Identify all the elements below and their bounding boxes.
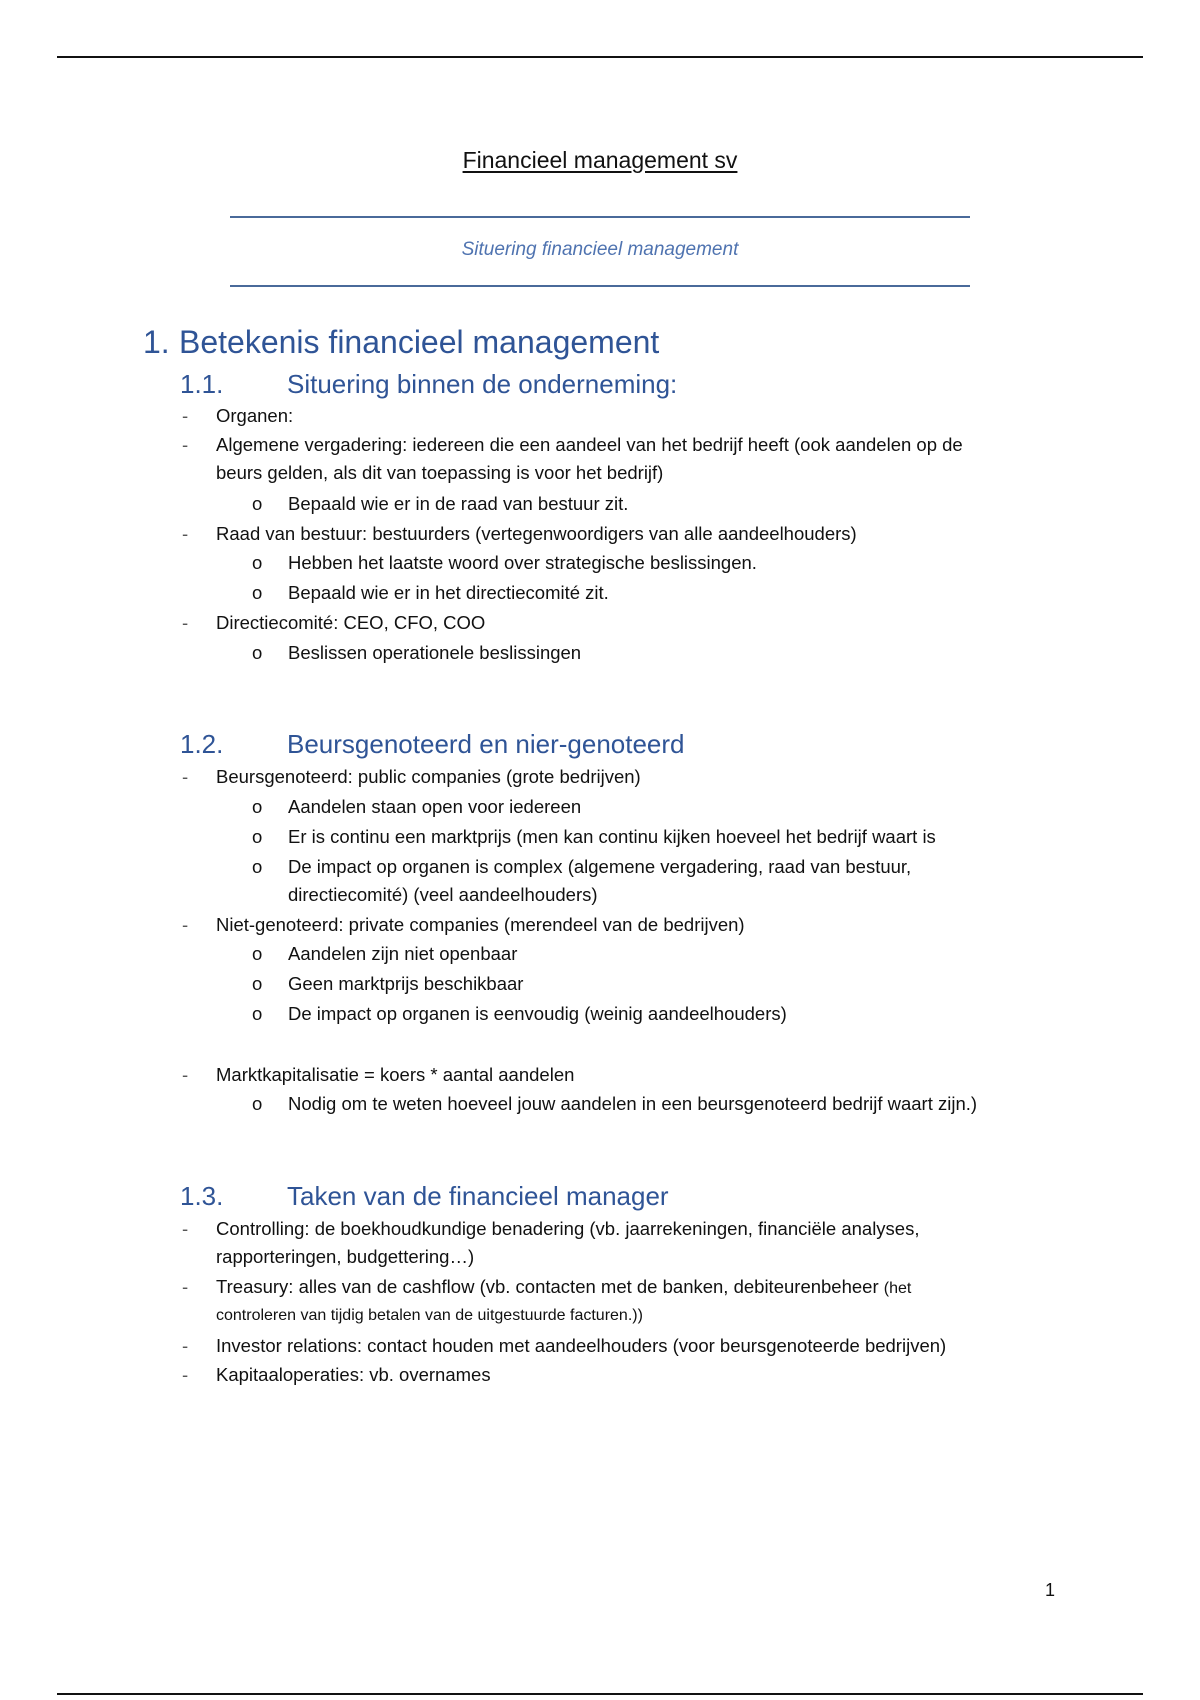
circle-bullet: o — [252, 582, 263, 603]
heading-1-2-number: 1.2. — [180, 729, 224, 759]
list-item-text: Directiecomité: CEO, CFO, COO — [216, 612, 486, 633]
sub-list-item-text: directiecomité) (veel aandeelhouders) — [288, 884, 598, 905]
sub-list-item-text: Aandelen zijn niet openbaar — [288, 943, 518, 964]
circle-bullet: o — [252, 1003, 263, 1024]
document-subtitle: Situering financieel management — [461, 239, 739, 260]
list-item — [182, 763, 1066, 791]
sub-list-item-text: Hebben het laatste woord over strategische beslissingen. — [288, 552, 757, 573]
circle-bullet: o — [252, 1093, 263, 1114]
sub-list-item — [252, 639, 1078, 667]
sub-list-item-text: Beslissen operationele beslissingen — [288, 642, 582, 663]
list-item-text: Controlling: de boekhoudkundige benadering (vb. jaarrekeningen, financiële analyses, — [216, 1218, 920, 1239]
list-item — [182, 911, 1066, 939]
list-item-text: Treasury: alles van de cashflow (vb. contacten met de banken, debiteurenbeheer — [216, 1276, 879, 1297]
subtitle-bottom-rule — [230, 285, 970, 287]
heading-1-3-number: 1.3. — [180, 1181, 224, 1211]
heading-1-3 — [180, 1180, 669, 1212]
sub-list-item-text: Geen marktprijs beschikbaar — [288, 973, 524, 994]
sub-list-item — [252, 549, 1078, 577]
circle-bullet: o — [252, 973, 263, 994]
list-item-text: Raad van bestuur: bestuurders (vertegenwoordigers van alle aandeelhouders) — [216, 523, 857, 544]
list-item — [182, 1332, 1066, 1360]
heading-1-1-title: Situering binnen de onderneming: — [287, 369, 678, 399]
subtitle-top-rule — [230, 216, 970, 218]
heading-1-2-title: Beursgenoteerd en nier-genoteerd — [287, 729, 685, 759]
heading-1-3-title: Taken van de financieel manager — [287, 1181, 669, 1211]
sub-list-item — [252, 579, 1078, 607]
list-item-text: Investor relations: contact houden met aandeelhouders (voor beursgenoteerde bedrijven) — [216, 1335, 947, 1356]
list-item — [182, 1273, 1066, 1303]
sub-list-item-text: Bepaald wie er in het directiecomité zit. — [288, 582, 609, 603]
circle-bullet: o — [252, 856, 263, 877]
sub-list-item-text: De impact op organen is eenvoudig (weinig aandeelhouders) — [288, 1003, 787, 1024]
list-item-text: Niet-genoteerd: private companies (merendeel van de bedrijven) — [216, 914, 745, 935]
sub-list-item — [252, 940, 1078, 968]
circle-bullet: o — [252, 943, 263, 964]
list-item — [182, 1215, 1066, 1243]
list-item — [182, 520, 1066, 548]
sub-list-item — [252, 793, 1078, 821]
list-item-text: rapporteringen, budgettering…) — [216, 1246, 475, 1267]
circle-bullet: o — [252, 796, 263, 817]
heading-1-1-number: 1.1. — [180, 369, 224, 399]
list-item-text: Beursgenoteerd: public companies (grote bedrijven) — [216, 766, 641, 787]
list-item-text: Kapitaaloperaties: vb. overnames — [216, 1364, 491, 1385]
sub-list-item-text: Aandelen staan open voor iedereen — [288, 796, 582, 817]
list-item — [182, 402, 1066, 430]
heading-1 — [143, 322, 659, 362]
dash-bullet: - — [182, 405, 189, 426]
sub-list-item — [252, 490, 1078, 518]
document-title: Financieel management sv — [462, 147, 738, 173]
sub-list-item-text: Nodig om te weten hoeveel jouw aandelen in een beursgenoteerd bedrijf waart zijn.) — [288, 1093, 978, 1114]
list-item — [182, 431, 1066, 459]
circle-bullet: o — [252, 493, 263, 514]
heading-1-1 — [180, 368, 677, 400]
sub-list-item-text: De impact op organen is complex (algemene vergadering, raad van bestuur, — [288, 856, 912, 877]
sub-list-item-text: Er is continu een marktprijs (men kan continu kijken hoeveel het bedrijf waart is — [288, 826, 936, 847]
list-item-aside-text: controleren van tijdig betalen van de uitgestuurde facturen.)) — [216, 1307, 643, 1324]
page-number: 1 — [1045, 1580, 1056, 1600]
sub-list-item-text: Bepaald wie er in de raad van bestuur zit. — [288, 493, 629, 514]
list-item-text: beurs gelden, als dit van toepassing is voor het bedrijf) — [216, 462, 664, 483]
list-item-text: Marktkapitalisatie = koers * aantal aandelen — [216, 1064, 575, 1085]
sub-list-item — [252, 1000, 1078, 1028]
heading-1-2 — [180, 728, 685, 760]
sub-list-item — [252, 823, 1078, 851]
sub-list-item-continuation — [288, 881, 1078, 909]
dash-bullet: - — [182, 766, 189, 787]
circle-bullet: o — [252, 826, 263, 847]
sub-list-item — [252, 970, 1078, 998]
heading-1-number: 1. — [143, 324, 170, 360]
circle-bullet: o — [252, 552, 263, 573]
dash-bullet: - — [182, 1064, 189, 1085]
dash-bullet: - — [182, 914, 189, 935]
dash-bullet: - — [182, 434, 189, 455]
dash-bullet: - — [182, 1364, 189, 1385]
list-item — [182, 609, 1066, 637]
heading-1-title: Betekenis financieel management — [179, 324, 660, 360]
page-top-rule — [57, 56, 1143, 58]
list-item-text: Algemene vergadering: iedereen die een aandeel van het bedrijf heeft (ook aandelen op de — [216, 434, 963, 455]
list-item — [182, 1361, 1066, 1389]
circle-bullet: o — [252, 642, 263, 663]
sub-list-item — [252, 853, 1078, 881]
page-bottom-rule — [57, 1693, 1143, 1695]
dash-bullet: - — [182, 523, 189, 544]
list-item-continuation — [216, 459, 1066, 487]
dash-bullet: - — [182, 1276, 189, 1297]
dash-bullet: - — [182, 612, 189, 633]
list-item — [182, 1061, 1066, 1089]
list-item-text: Organen: — [216, 405, 294, 426]
list-item-aside-text: (het — [883, 1280, 912, 1297]
list-item-continuation — [216, 1302, 1066, 1330]
dash-bullet: - — [182, 1335, 189, 1356]
sub-list-item — [252, 1090, 1078, 1118]
dash-bullet: - — [182, 1218, 189, 1239]
list-item-continuation — [216, 1243, 1066, 1271]
